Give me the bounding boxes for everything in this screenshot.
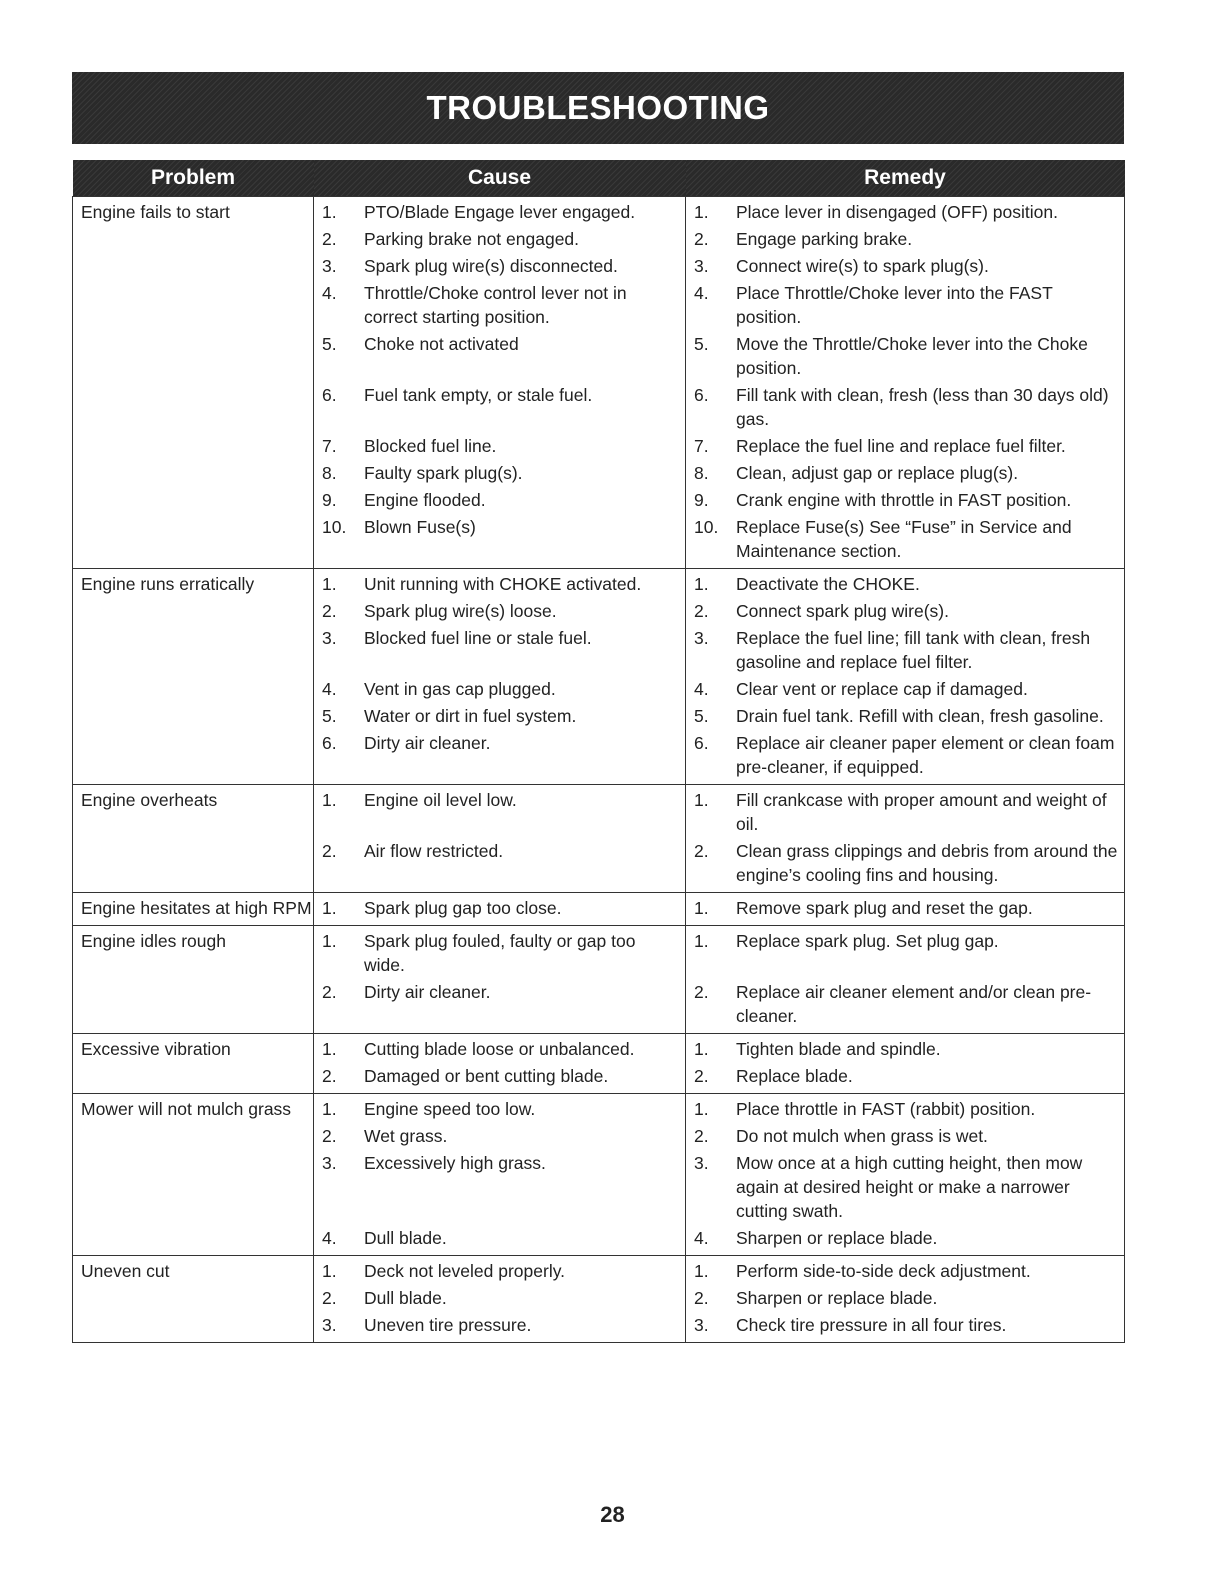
remedy-item-number: 5. bbox=[694, 334, 709, 354]
cause-item-number: 2. bbox=[322, 841, 337, 861]
cause-item bbox=[314, 787, 685, 838]
remedy-item-text: Clean grass clippings and debris from around the engine’s cooling fins and housing. bbox=[736, 841, 1118, 885]
cause-list bbox=[314, 571, 685, 781]
remedy-item bbox=[686, 895, 1124, 922]
cause-item-number: 5. bbox=[322, 334, 337, 354]
remedy-list bbox=[686, 1258, 1124, 1339]
cause-item-number: 4. bbox=[322, 679, 337, 699]
remedy-item-text: Replace spark plug. Set plug gap. bbox=[736, 931, 999, 951]
cause-item-number: 2. bbox=[322, 1066, 337, 1086]
cause-item bbox=[314, 226, 685, 253]
cause-item bbox=[314, 1150, 685, 1225]
cause-item bbox=[314, 730, 685, 781]
cause-cell bbox=[314, 569, 686, 785]
troubleshooting-table bbox=[72, 160, 1125, 1343]
remedy-cell bbox=[686, 785, 1125, 893]
cause-cell bbox=[314, 1034, 686, 1094]
remedy-item-number: 3. bbox=[694, 1315, 709, 1335]
problem-cell: Engine runs erratically bbox=[73, 569, 314, 785]
remedy-list bbox=[686, 571, 1124, 781]
remedy-item-number: 2. bbox=[694, 1288, 709, 1308]
cause-item-number: 3. bbox=[322, 256, 337, 276]
cause-item-text: Dull blade. bbox=[364, 1228, 447, 1248]
remedy-item bbox=[686, 676, 1124, 703]
cause-item bbox=[314, 1123, 685, 1150]
cause-item-text: Damaged or bent cutting blade. bbox=[364, 1066, 609, 1086]
cause-item-text: PTO/Blade Engage lever engaged. bbox=[364, 202, 636, 222]
cause-item-number: 1. bbox=[322, 574, 337, 594]
cause-item-text: Faulty spark plug(s). bbox=[364, 463, 523, 483]
cause-item bbox=[314, 676, 685, 703]
remedy-item-text: Fill tank with clean, fresh (less than 30 days old) gas. bbox=[736, 385, 1109, 429]
remedy-item bbox=[686, 1123, 1124, 1150]
remedy-item-text: Perform side-to-side deck adjustment. bbox=[736, 1261, 1031, 1281]
remedy-item-number: 1. bbox=[694, 202, 709, 222]
cause-item-number: 7. bbox=[322, 436, 337, 456]
remedy-cell bbox=[686, 926, 1125, 1034]
cause-item-number: 1. bbox=[322, 898, 337, 918]
cause-list bbox=[314, 787, 685, 889]
remedy-item-text: Replace blade. bbox=[736, 1066, 853, 1086]
cause-item bbox=[314, 1036, 685, 1063]
remedy-cell bbox=[686, 569, 1125, 785]
remedy-item-number: 1. bbox=[694, 790, 709, 810]
cause-item-number: 3. bbox=[322, 1153, 337, 1173]
cause-item-text: Blocked fuel line or stale fuel. bbox=[364, 628, 592, 648]
remedy-item bbox=[686, 1312, 1124, 1339]
remedy-item-number: 2. bbox=[694, 982, 709, 1002]
remedy-item bbox=[686, 226, 1124, 253]
cause-item-text: Spark plug wire(s) loose. bbox=[364, 601, 557, 621]
remedy-item-number: 8. bbox=[694, 463, 709, 483]
cause-item bbox=[314, 382, 685, 433]
cause-item bbox=[314, 460, 685, 487]
remedy-item-text: Clean, adjust gap or replace plug(s). bbox=[736, 463, 1019, 483]
cause-item bbox=[314, 625, 685, 676]
cause-item-text: Parking brake not engaged. bbox=[364, 229, 580, 249]
remedy-item-text: Check tire pressure in all four tires. bbox=[736, 1315, 1007, 1335]
table-header-row bbox=[73, 160, 1125, 197]
remedy-item-text: Sharpen or replace blade. bbox=[736, 1288, 938, 1308]
cause-item-text: Blocked fuel line. bbox=[364, 436, 497, 456]
remedy-item-text: Connect wire(s) to spark plug(s). bbox=[736, 256, 989, 276]
cause-item-text: Unit running with CHOKE activated. bbox=[364, 574, 642, 594]
remedy-item bbox=[686, 625, 1124, 676]
troubleshooting-table-container bbox=[72, 160, 1124, 1343]
remedy-item-text: Replace the fuel line; fill tank with clean, fresh gasoline and replace fuel filter. bbox=[736, 628, 1091, 672]
remedy-item-number: 6. bbox=[694, 733, 709, 753]
problem-cell: Engine hesitates at high RPM bbox=[73, 893, 314, 926]
cause-cell bbox=[314, 785, 686, 893]
remedy-item-text: Sharpen or replace blade. bbox=[736, 1228, 938, 1248]
remedy-item bbox=[686, 703, 1124, 730]
cause-item-number: 2. bbox=[322, 1126, 337, 1146]
table-row bbox=[73, 785, 1125, 893]
remedy-cell bbox=[686, 1034, 1125, 1094]
cause-item-text: Dirty air cleaner. bbox=[364, 982, 491, 1002]
remedy-item-text: Replace air cleaner element and/or clean pre-cleaner. bbox=[736, 982, 1092, 1026]
remedy-item-text: Replace the fuel line and replace fuel filter. bbox=[736, 436, 1066, 456]
cause-item-number: 6. bbox=[322, 733, 337, 753]
cause-list bbox=[314, 895, 685, 922]
cause-item-number: 1. bbox=[322, 931, 337, 951]
cause-item-text: Air flow restricted. bbox=[364, 841, 504, 861]
cause-item-text: Spark plug fouled, faulty or gap too wide. bbox=[364, 931, 636, 975]
cause-item-text: Cutting blade loose or unbalanced. bbox=[364, 1039, 635, 1059]
cause-list bbox=[314, 1096, 685, 1252]
cause-item-number: 10. bbox=[322, 517, 347, 537]
remedy-item-number: 4. bbox=[694, 283, 709, 303]
cause-item bbox=[314, 331, 685, 382]
cause-item bbox=[314, 1258, 685, 1285]
remedy-item-number: 5. bbox=[694, 706, 709, 726]
table-row bbox=[73, 926, 1125, 1034]
cause-item-text: Engine speed too low. bbox=[364, 1099, 536, 1119]
cause-item-number: 9. bbox=[322, 490, 337, 510]
remedy-item bbox=[686, 1285, 1124, 1312]
remedy-item-text: Clear vent or replace cap if damaged. bbox=[736, 679, 1028, 699]
remedy-item-number: 1. bbox=[694, 1261, 709, 1281]
cause-item-text: Spark plug wire(s) disconnected. bbox=[364, 256, 618, 276]
cause-item-text: Engine flooded. bbox=[364, 490, 486, 510]
remedy-item-number: 3. bbox=[694, 628, 709, 648]
problem-cell: Engine idles rough bbox=[73, 926, 314, 1034]
table-row bbox=[73, 1256, 1125, 1343]
remedy-item bbox=[686, 487, 1124, 514]
remedy-item-number: 2. bbox=[694, 1126, 709, 1146]
cause-list bbox=[314, 1036, 685, 1090]
cause-item bbox=[314, 703, 685, 730]
problem-cell: Excessive vibration bbox=[73, 1034, 314, 1094]
cause-item-text: Excessively high grass. bbox=[364, 1153, 546, 1173]
header-cause: Cause bbox=[314, 160, 686, 197]
remedy-item bbox=[686, 1150, 1124, 1225]
remedy-cell bbox=[686, 1094, 1125, 1256]
cause-cell bbox=[314, 1256, 686, 1343]
cause-item-number: 3. bbox=[322, 1315, 337, 1335]
cause-item bbox=[314, 598, 685, 625]
remedy-list bbox=[686, 199, 1124, 565]
remedy-cell bbox=[686, 197, 1125, 569]
remedy-item-text: Remove spark plug and reset the gap. bbox=[736, 898, 1033, 918]
cause-item-text: Engine oil level low. bbox=[364, 790, 517, 810]
cause-item-number: 1. bbox=[322, 1099, 337, 1119]
remedy-item-number: 4. bbox=[694, 1228, 709, 1248]
cause-item bbox=[314, 1225, 685, 1252]
cause-item bbox=[314, 253, 685, 280]
remedy-item-text: Place throttle in FAST (rabbit) position. bbox=[736, 1099, 1036, 1119]
remedy-item-number: 9. bbox=[694, 490, 709, 510]
remedy-item bbox=[686, 787, 1124, 838]
remedy-item bbox=[686, 514, 1124, 565]
remedy-item bbox=[686, 460, 1124, 487]
cause-item-number: 1. bbox=[322, 202, 337, 222]
remedy-item-text: Deactivate the CHOKE. bbox=[736, 574, 920, 594]
cause-item-text: Wet grass. bbox=[364, 1126, 448, 1146]
remedy-list bbox=[686, 928, 1124, 1030]
cause-item-text: Choke not activated bbox=[364, 334, 519, 354]
remedy-item-number: 3. bbox=[694, 1153, 709, 1173]
remedy-item bbox=[686, 730, 1124, 781]
remedy-list bbox=[686, 895, 1124, 922]
remedy-item bbox=[686, 280, 1124, 331]
remedy-item-text: Do not mulch when grass is wet. bbox=[736, 1126, 988, 1146]
remedy-item-text: Crank engine with throttle in FAST position. bbox=[736, 490, 1072, 510]
remedy-item-number: 7. bbox=[694, 436, 709, 456]
problem-cell: Engine overheats bbox=[73, 785, 314, 893]
cause-item-number: 4. bbox=[322, 283, 337, 303]
remedy-item-number: 2. bbox=[694, 229, 709, 249]
cause-item-text: Deck not leveled properly. bbox=[364, 1261, 566, 1281]
remedy-cell bbox=[686, 1256, 1125, 1343]
cause-item bbox=[314, 487, 685, 514]
cause-list bbox=[314, 928, 685, 1030]
cause-list bbox=[314, 199, 685, 565]
cause-item-number: 1. bbox=[322, 1261, 337, 1281]
cause-cell bbox=[314, 1094, 686, 1256]
remedy-item bbox=[686, 979, 1124, 1030]
cause-cell bbox=[314, 893, 686, 926]
cause-item-number: 3. bbox=[322, 628, 337, 648]
remedy-item-text: Engage parking brake. bbox=[736, 229, 913, 249]
remedy-item-number: 1. bbox=[694, 1099, 709, 1119]
cause-list bbox=[314, 1258, 685, 1339]
table-row bbox=[73, 1034, 1125, 1094]
title-banner bbox=[72, 72, 1124, 144]
table-row bbox=[73, 569, 1125, 785]
remedy-item-text: Replace air cleaner paper element or clean foam pre-cleaner, if equipped. bbox=[736, 733, 1115, 777]
remedy-item-text: Replace Fuse(s) See “Fuse” in Service and Maintenance section. bbox=[736, 517, 1072, 561]
remedy-item-text: Mow once at a high cutting height, then mow again at desired height or make a narrower cutting swath. bbox=[736, 1153, 1083, 1221]
header-remedy: Remedy bbox=[686, 160, 1125, 197]
remedy-item bbox=[686, 331, 1124, 382]
cause-item-text: Fuel tank empty, or stale fuel. bbox=[364, 385, 593, 405]
cause-item-number: 6. bbox=[322, 385, 337, 405]
cause-item bbox=[314, 838, 685, 889]
remedy-item bbox=[686, 838, 1124, 889]
remedy-item-number: 1. bbox=[694, 574, 709, 594]
remedy-item-text: Place Throttle/Choke lever into the FAST position. bbox=[736, 283, 1053, 327]
cause-item bbox=[314, 280, 685, 331]
page-number: 28 bbox=[600, 1502, 625, 1527]
cause-item-number: 1. bbox=[322, 1039, 337, 1059]
remedy-item-text: Tighten blade and spindle. bbox=[736, 1039, 941, 1059]
remedy-item bbox=[686, 433, 1124, 460]
problem-cell: Uneven cut bbox=[73, 1256, 314, 1343]
remedy-item bbox=[686, 382, 1124, 433]
remedy-cell bbox=[686, 893, 1125, 926]
cause-item-number: 1. bbox=[322, 790, 337, 810]
cause-item-number: 8. bbox=[322, 463, 337, 483]
cause-item bbox=[314, 1285, 685, 1312]
cause-item bbox=[314, 979, 685, 1030]
cause-item bbox=[314, 1312, 685, 1339]
problem-cell: Engine fails to start bbox=[73, 197, 314, 569]
remedy-item-text: Connect spark plug wire(s). bbox=[736, 601, 949, 621]
remedy-item-number: 2. bbox=[694, 1066, 709, 1086]
remedy-item-number: 4. bbox=[694, 679, 709, 699]
cause-item-number: 2. bbox=[322, 229, 337, 249]
cause-item-number: 4. bbox=[322, 1228, 337, 1248]
remedy-item bbox=[686, 571, 1124, 598]
remedy-item-number: 1. bbox=[694, 1039, 709, 1059]
cause-item bbox=[314, 571, 685, 598]
remedy-item-number: 2. bbox=[694, 841, 709, 861]
cause-item-text: Water or dirt in fuel system. bbox=[364, 706, 577, 726]
cause-item-text: Vent in gas cap plugged. bbox=[364, 679, 556, 699]
remedy-item-text: Move the Throttle/Choke lever into the Choke position. bbox=[736, 334, 1088, 378]
cause-item-text: Uneven tire pressure. bbox=[364, 1315, 532, 1335]
remedy-item-number: 10. bbox=[694, 517, 719, 537]
remedy-item bbox=[686, 1096, 1124, 1123]
table-row bbox=[73, 197, 1125, 569]
cause-item-text: Throttle/Choke control lever not in correct starting position. bbox=[364, 283, 627, 327]
remedy-item bbox=[686, 1258, 1124, 1285]
cause-item bbox=[314, 928, 685, 979]
remedy-item bbox=[686, 928, 1124, 979]
cause-cell bbox=[314, 926, 686, 1034]
remedy-list bbox=[686, 787, 1124, 889]
remedy-item bbox=[686, 253, 1124, 280]
remedy-item-number: 1. bbox=[694, 898, 709, 918]
remedy-list bbox=[686, 1036, 1124, 1090]
remedy-item bbox=[686, 1036, 1124, 1063]
table-body bbox=[73, 197, 1125, 1343]
cause-item-number: 2. bbox=[322, 601, 337, 621]
cause-item bbox=[314, 1096, 685, 1123]
cause-item bbox=[314, 514, 685, 565]
cause-item bbox=[314, 199, 685, 226]
cause-item-number: 2. bbox=[322, 982, 337, 1002]
remedy-item-number: 1. bbox=[694, 931, 709, 951]
remedy-item-text: Fill crankcase with proper amount and weight of oil. bbox=[736, 790, 1107, 834]
cause-item bbox=[314, 1063, 685, 1090]
remedy-item-number: 6. bbox=[694, 385, 709, 405]
remedy-item-number: 2. bbox=[694, 601, 709, 621]
cause-item-text: Spark plug gap too close. bbox=[364, 898, 562, 918]
cause-item bbox=[314, 895, 685, 922]
cause-item-text: Dirty air cleaner. bbox=[364, 733, 491, 753]
table-row bbox=[73, 1094, 1125, 1256]
table-row bbox=[73, 893, 1125, 926]
cause-item-number: 5. bbox=[322, 706, 337, 726]
remedy-item-text: Place lever in disengaged (OFF) position. bbox=[736, 202, 1058, 222]
remedy-item-number: 3. bbox=[694, 256, 709, 276]
page-title: TROUBLESHOOTING bbox=[426, 89, 770, 126]
cause-item bbox=[314, 433, 685, 460]
cause-item-text: Blown Fuse(s) bbox=[364, 517, 476, 537]
remedy-item bbox=[686, 598, 1124, 625]
remedy-item bbox=[686, 1063, 1124, 1090]
remedy-list bbox=[686, 1096, 1124, 1252]
problem-cell: Mower will not mulch grass bbox=[73, 1094, 314, 1256]
remedy-item-text: Drain fuel tank. Refill with clean, fresh gasoline. bbox=[736, 706, 1104, 726]
cause-cell bbox=[314, 197, 686, 569]
cause-item-text: Dull blade. bbox=[364, 1288, 447, 1308]
remedy-item bbox=[686, 1225, 1124, 1252]
remedy-item bbox=[686, 199, 1124, 226]
header-problem: Problem bbox=[73, 160, 314, 197]
cause-item-number: 2. bbox=[322, 1288, 337, 1308]
